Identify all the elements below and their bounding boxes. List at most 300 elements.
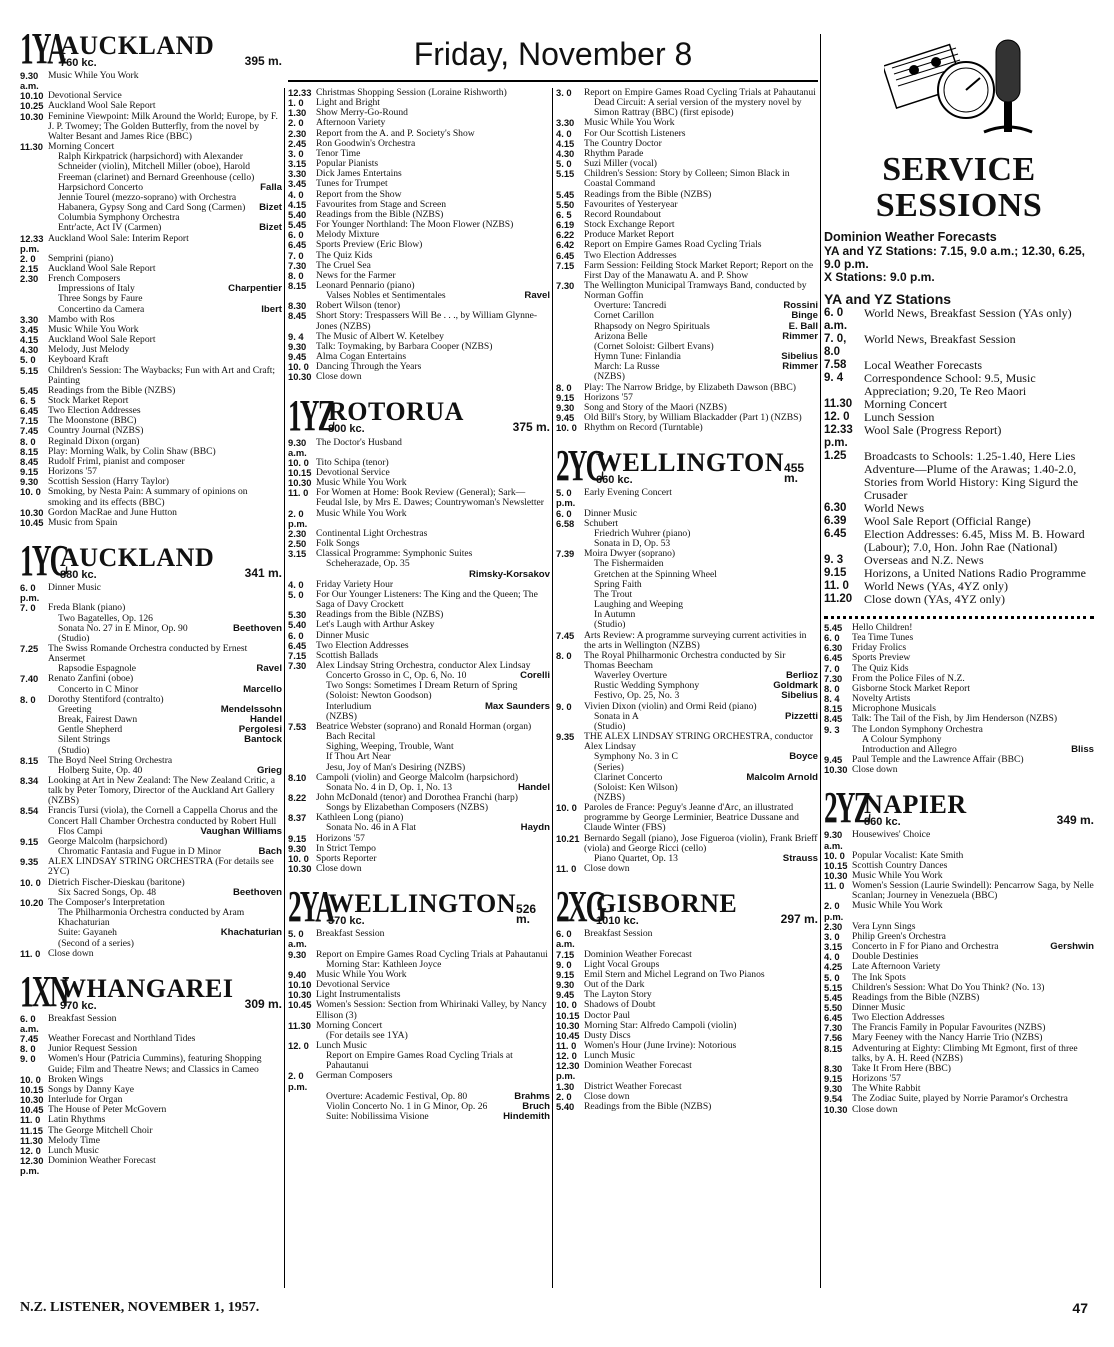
- programme-entry: [556, 732, 818, 752]
- programme-text: Valses Nobles et Sentimentales: [326, 290, 446, 302]
- programme-text: Two Bagatelles, Op. 126: [58, 612, 153, 624]
- programme-time: 9. 0: [556, 958, 572, 970]
- programme-entry: [556, 929, 818, 949]
- programme-text: If Thou Art Near: [326, 751, 391, 763]
- programme-time: [20, 223, 48, 233]
- programme-time: 11.30: [20, 141, 43, 153]
- programme-text: Music While You Work: [48, 323, 139, 335]
- programme-time: [288, 559, 316, 569]
- programme-title: [316, 1071, 550, 1091]
- programme-time: 12.30 p.m.: [20, 1155, 44, 1177]
- programme-time: 10.30: [824, 1103, 848, 1115]
- programme-time: 5. 0: [288, 588, 304, 600]
- programme-text: Readings from the Bible (NZBS): [48, 384, 176, 396]
- programme-text: Dick James Entertains: [316, 168, 402, 180]
- programme-title: [584, 1102, 818, 1112]
- programme-entry: [288, 590, 550, 610]
- programme-text: Talk: Toymaking, by Barbara Cooper (NZBS): [316, 340, 493, 352]
- programme-text: Sports Reporter: [316, 852, 377, 864]
- programme-entry: [824, 765, 1094, 775]
- programme-time: 5.45: [824, 991, 843, 1003]
- programme-text: Dinner Music: [852, 1002, 906, 1013]
- microphone-icon: [884, 34, 1034, 144]
- programme-text: Ron Goodwin's Orchestra: [316, 137, 416, 149]
- programme-text: (Soloist: Newton Goodson): [326, 690, 432, 702]
- programme-text: Emil Stern and Michel Legrand on Two Pianos: [584, 968, 765, 980]
- programme-text: Continental Light Orchestras: [316, 527, 428, 539]
- programme-text: Spring Faith: [594, 578, 642, 590]
- programme-entry: [824, 424, 1094, 450]
- programme-time: 9.30 a.m.: [288, 436, 307, 458]
- programme-time: [288, 1112, 316, 1122]
- programme-title: [584, 864, 818, 874]
- programme-text: Early Evening Concert: [584, 487, 672, 499]
- station-header-1yc: [20, 536, 282, 586]
- programme-time: 6. 0: [556, 507, 572, 519]
- programme-text: Lunch Music: [316, 1039, 367, 1051]
- programme-time: 10. 0: [556, 802, 577, 814]
- station-frequency: 760 kc.: [60, 56, 97, 69]
- programme-time: 9.15: [20, 466, 39, 478]
- programme-text: Gentle Shepherd: [58, 724, 123, 736]
- programme-text: Breakfast Session: [584, 928, 653, 940]
- programme-title: [48, 1014, 282, 1034]
- programme-title: [584, 488, 818, 508]
- composer-name: Gershwin: [1050, 941, 1094, 953]
- programme-time: 7.30: [288, 259, 307, 271]
- station-call-sign: 1XN: [20, 966, 68, 1016]
- programme-time: 3. 0: [824, 930, 840, 942]
- programme-text: Harpsichord Concerto: [58, 181, 143, 193]
- programme-title: [852, 901, 1094, 921]
- programme-text: Beatrice Webster (soprano) and Ronald Horman (organ): [316, 720, 532, 732]
- programme-time: 6. 0 a.m.: [20, 1012, 39, 1034]
- programme-entry: [20, 71, 282, 91]
- programme-time: 6.45: [824, 528, 847, 540]
- programme-text: Close down: [584, 863, 630, 875]
- programme-title: [316, 372, 550, 382]
- programme-text: Broadcasts to Schools: 1.25-1.40, Here Lies Adventure—Plume of the Arawas; 1.40-2.0, Stories from World History: King Sigurd the Crusader: [864, 449, 1079, 502]
- station-frequency: 570 kc.: [328, 915, 365, 928]
- programme-text: Alex Lindsay String Orchestra, conductor Alex Lindsay: [316, 659, 531, 671]
- programme-entry: [556, 423, 818, 433]
- programme-text: Correspondence School: 9.5, Music Appreciation; 9.20, Te Reo Maori: [864, 371, 1036, 398]
- programme-text: Friedrich Wuhrer (piano): [594, 527, 691, 539]
- programme-time: 5. 0 a.m.: [288, 928, 307, 950]
- programme-text: The Zodiac Suite, played by Norrie Paramor's Orchestra: [852, 1093, 1068, 1105]
- programme-time: 4.30: [20, 344, 39, 356]
- programme-text: Six Sacred Songs, Op. 48: [58, 886, 157, 898]
- programme-title: [864, 424, 1094, 450]
- programme-text: Concerto in F for Piano and Orchestra: [852, 941, 999, 953]
- programme-time: [556, 352, 584, 362]
- programme-time: 8.30: [824, 1062, 843, 1074]
- programme-time: [20, 614, 48, 624]
- programme-title: [48, 583, 282, 603]
- programme-entry: [20, 1156, 282, 1176]
- programme-time: 7.56: [824, 1032, 843, 1044]
- programme-time: 11.20: [824, 593, 853, 605]
- page-date-title: Friday, November 8: [288, 34, 818, 82]
- station-frequency: 860 kc.: [864, 816, 901, 829]
- station-wavelength: 395 m.: [244, 53, 282, 68]
- programme-text: Rhythm on Record (Turntable): [584, 422, 703, 434]
- programme-time: 10.30: [20, 1094, 44, 1106]
- programme-text: The Music of Albert W. Ketelbey: [316, 330, 444, 342]
- programme-time: 6.39: [824, 515, 847, 527]
- programme-text: Close down: [316, 371, 362, 383]
- programme-time: 9.30: [20, 476, 39, 488]
- programme-time: 5. 0: [824, 971, 840, 983]
- programme-time: 3. 0: [556, 87, 572, 98]
- programme-time: 9.30: [288, 948, 307, 960]
- programme-text: Dinner Music: [48, 582, 102, 594]
- programme-time: 9.45: [556, 412, 575, 423]
- programme-time: 6.45: [556, 249, 575, 261]
- programme-text: Record Roundabout: [584, 208, 662, 220]
- programme-text: Play: The Narrow Bridge, by Elizabeth Dawson (BBC): [584, 381, 796, 393]
- programme-time: 6. 0 p.m.: [20, 582, 40, 604]
- programme-time: [20, 928, 48, 938]
- programme-text: Festivo, Op. 25, No. 3: [594, 690, 680, 702]
- programme-time: 12. 0: [20, 1144, 41, 1156]
- programme-text: Song and Story of the Maori (NZBS): [584, 401, 727, 413]
- programme-time: 11. 0: [556, 863, 577, 875]
- programme-time: 7.58: [824, 359, 847, 371]
- programme-text: Dominion Weather Forecast: [584, 1060, 692, 1072]
- programme-text: Breakfast Session: [316, 928, 385, 940]
- programme-text: Readings from the Bible (NZBS): [584, 1100, 712, 1112]
- programme-entry: [556, 864, 818, 874]
- programme-title: [584, 651, 818, 671]
- programme-time: 6.19: [556, 219, 575, 231]
- programme-entry: [20, 487, 282, 507]
- station-call-sign: 1YA: [20, 24, 65, 73]
- programme-time: [20, 715, 48, 725]
- programme-time: 8.15: [824, 703, 843, 715]
- programme-text: Gretchen at the Spinning Wheel: [594, 568, 717, 580]
- programme-entry: [556, 261, 818, 281]
- programme-text: Horizons, a United Nations Radio Programme: [864, 566, 1086, 580]
- programme-text: March: La Russe: [594, 361, 660, 373]
- programme-time: [556, 600, 584, 610]
- programme-time: 7.45: [556, 629, 575, 641]
- programme-text: Clarinet Concerto: [594, 771, 663, 783]
- programme-text: The Fishermaiden: [594, 558, 664, 570]
- programme-text: (Studio): [594, 619, 626, 631]
- programme-text: Morning Star: Alfredo Campoli (violin): [584, 1019, 737, 1031]
- programme-text: Horizons '57: [852, 1073, 901, 1085]
- programme-text: Folk Songs: [316, 538, 360, 550]
- ya-yz-heading: YA and YZ Stations: [824, 291, 952, 307]
- programme-text: (For details see 1YA): [326, 1029, 408, 1041]
- programme-time: 10.45: [556, 1029, 580, 1041]
- programme-time: 8.45: [288, 310, 307, 322]
- column-rule: [820, 34, 821, 1288]
- programme-time: [556, 712, 584, 722]
- programme-entry: [288, 1000, 550, 1020]
- programme-text: Morning Concert: [48, 141, 115, 153]
- programme-title: [584, 98, 818, 118]
- programme-entry: [288, 1051, 550, 1071]
- programme-time: [288, 742, 316, 752]
- programme-text: Devotional Service: [48, 90, 122, 102]
- programme-text: Election Addresses: 6.45, Miss M. B. Howard (Labour); 7.0, Hon. John Rae (National): [864, 527, 1085, 554]
- composer-name: Handel: [518, 781, 550, 793]
- programme-entry: [556, 98, 818, 118]
- programme-title: [584, 169, 818, 189]
- programme-text: Cornet Carillon: [594, 310, 654, 322]
- programme-time: 7.15: [20, 415, 39, 427]
- programme-text: Sighing, Weeping, Trouble, Want: [326, 741, 454, 753]
- title-line-2: SESSIONS: [875, 187, 1043, 224]
- programme-time: [288, 702, 316, 712]
- programme-time: 11. 0: [556, 1039, 577, 1051]
- programme-text: Devotional Service: [316, 467, 390, 478]
- programme-time: [556, 783, 584, 793]
- programme-text: Music from Spain: [48, 516, 118, 528]
- programme-entry: [20, 112, 282, 142]
- station-city: AUCKLAND: [60, 542, 215, 572]
- station-city: WELLINGTON: [328, 889, 517, 919]
- programme-text: Campoli (violin) and George Malcolm (harpsichord): [316, 771, 519, 783]
- programme-entry: [20, 583, 282, 603]
- programme-time: 5.45: [556, 188, 575, 200]
- programme-time: 12.33: [288, 87, 312, 98]
- composer-name: Marcello: [243, 683, 282, 695]
- programme-entry: [20, 776, 282, 806]
- programme-entry: [288, 311, 550, 331]
- programme-text: Dinner Music: [316, 629, 370, 641]
- programme-text: (NZBS): [594, 792, 625, 803]
- title-line-1: SERVICE: [882, 151, 1036, 188]
- programme-title: [316, 590, 550, 610]
- programme-text: World News: [864, 501, 925, 515]
- programme-time: [288, 752, 316, 762]
- composer-name: Beethoven: [232, 886, 282, 898]
- programme-entry: [20, 949, 282, 959]
- programme-time: 10.30: [288, 863, 312, 875]
- programme-time: 10. 0: [20, 876, 41, 888]
- programme-text: Latin Rhythms: [48, 1114, 106, 1126]
- composer-name: Ibert: [261, 303, 282, 315]
- programme-text: Report on Empire Games Road Cycling Trials: [584, 239, 762, 251]
- programme-time: 11.30: [824, 398, 853, 410]
- programme-time: 5. 0: [20, 354, 36, 366]
- programme-time: 7. 0: [288, 249, 304, 261]
- programme-text: Tenor Time: [316, 147, 361, 159]
- station-call-sign: 2YZ: [824, 783, 870, 833]
- programme-text: Rhapsody on Negro Spirituals: [594, 320, 710, 332]
- programme-time: 3.30: [288, 168, 307, 180]
- programme-text: Freda Blank (piano): [48, 602, 126, 614]
- programme-time: 10.30: [556, 1019, 580, 1031]
- programme-entry: [288, 1071, 550, 1091]
- programme-text: Robert Wilson (tenor): [316, 300, 401, 312]
- programme-text: Broken Wings: [48, 1073, 104, 1085]
- programme-time: 5.15: [824, 981, 843, 993]
- programme-text: Dancing Through the Years: [316, 361, 422, 373]
- programme-time: [288, 691, 316, 701]
- programme-time: 4.25: [824, 961, 843, 973]
- station-city: WHANGAREI: [60, 973, 234, 1003]
- programme-entry: [824, 881, 1094, 901]
- programme-time: 8.45: [20, 455, 39, 467]
- programme-time: 6.45: [824, 1012, 843, 1024]
- programme-text: The Boyd Neel String Orchestra: [48, 754, 173, 766]
- programme-title: [864, 307, 1094, 333]
- programme-text: Report from the A. and P. Society's Show: [316, 127, 475, 139]
- programme-time: 8.45: [824, 713, 843, 725]
- station-wavelength: 526 m.: [516, 901, 537, 927]
- programme-entry: [20, 518, 282, 528]
- station-header-1yz: [288, 390, 550, 440]
- programme-time: 4.15: [20, 334, 39, 346]
- programme-time: 12.33 p.m.: [20, 232, 44, 254]
- programme-time: [20, 152, 48, 182]
- radio-microphone-illustration: [884, 34, 1034, 144]
- programme-time: [556, 322, 584, 332]
- programme-text: Dominion Weather Forecast: [584, 948, 692, 960]
- programme-text: Feminine Viewpoint: Milk Around the World; Europe, by F. J. P. Twomey; The Golden Butterfly, from the novel by Walter Besant and James Rice (BBC): [48, 110, 278, 142]
- programme-time: 2. 0 p.m.: [288, 1070, 308, 1092]
- programme-entry: [20, 857, 282, 877]
- programme-text: Sonata in D, Op. 53: [594, 538, 671, 550]
- programme-text: Breakfast Session: [48, 1012, 117, 1024]
- composer-name: Ravel: [524, 290, 550, 302]
- programme-title: [48, 806, 282, 826]
- programme-time: 3. 0: [288, 147, 304, 159]
- composer-name: Sibelius: [781, 351, 818, 363]
- programme-text: Flos Campi: [58, 825, 103, 837]
- programme-text: Greeting: [58, 703, 92, 715]
- programme-time: 10. 0: [20, 486, 41, 498]
- programme-title: [48, 71, 282, 91]
- programme-text: Two Songs: Sometimes I Dream Return of Spring: [326, 680, 518, 692]
- composer-name: Binge: [791, 310, 818, 322]
- programme-text: Friday Variety Hour: [316, 578, 394, 590]
- programme-text: Rhythm Parade: [584, 147, 644, 159]
- programme-text: (Series): [594, 761, 624, 773]
- programme-time: 10.15: [20, 1083, 44, 1095]
- programme-text: Women's Session: Section from Whirinaki Valley, by Nancy Ellison (3): [316, 999, 547, 1021]
- programme-time: 9.15: [288, 832, 307, 844]
- programme-time: [556, 301, 584, 311]
- programme-text: Talk: The Tail of the Fish, by Jim Henderson (NZBS): [852, 713, 1058, 725]
- programme-text: Sports Preview (Eric Blow): [316, 239, 423, 251]
- programme-entry: [824, 307, 1094, 333]
- programme-text: Readings from the Bible (NZBS): [316, 609, 444, 621]
- programme-time: [556, 620, 584, 630]
- programme-text: World News (YAs, 4YZ only): [864, 579, 1009, 593]
- programme-time: 9. 4: [288, 330, 304, 342]
- programme-time: 6.45: [824, 652, 843, 664]
- composer-name: Ravel: [256, 663, 282, 675]
- programme-text: (Cornet Soloist: Gilbert Evans): [594, 340, 714, 352]
- programme-title: [48, 234, 282, 254]
- wavy-divider: [824, 610, 1094, 619]
- programme-text: Dead Circuit: A serial version of the mystery novel by Simon Rattray (BBC) (first episode): [594, 97, 802, 119]
- programme-time: [20, 213, 48, 223]
- programme-text: The Layton Story: [584, 989, 652, 1001]
- programme-time: 12. 0: [288, 1039, 309, 1051]
- programme-text: Scheherazade, Op. 35: [326, 558, 410, 570]
- programme-entry: [824, 333, 1094, 359]
- programme-text: Short Story: Trespassers Will Be . . ., by William Glynne-Jones (NZBS): [316, 310, 538, 332]
- programme-time: 6.42: [556, 239, 575, 251]
- programme-text: Silent Strings: [58, 734, 110, 746]
- composer-name: Rossini: [783, 300, 818, 312]
- programme-time: 9.15: [556, 391, 575, 403]
- station-call-sign: 2YA: [288, 882, 333, 932]
- composer-name: Bizet: [259, 202, 282, 214]
- programme-text: Dinner Music: [584, 507, 638, 519]
- programme-list: [288, 438, 550, 875]
- programme-time: 10.45: [20, 516, 44, 528]
- programme-time: [288, 732, 316, 742]
- programme-text: The George Mitchell Choir: [48, 1124, 153, 1136]
- programme-time: 8.30: [288, 300, 307, 312]
- composer-name: Bruch: [522, 1100, 550, 1112]
- programme-title: [316, 438, 550, 458]
- programme-title: [316, 311, 550, 331]
- composer-name: Malcolm Arnold: [746, 771, 818, 783]
- programme-time: 2.30: [288, 527, 307, 539]
- programme-time: 8. 0: [20, 1043, 36, 1055]
- programme-time: 7.45: [20, 1033, 39, 1045]
- programme-text: Readings from the Bible (NZBS): [584, 188, 712, 200]
- programme-time: 4. 0: [824, 951, 840, 963]
- programme-time: 7.30: [556, 279, 575, 291]
- programme-text: Scottish Ballads: [316, 649, 379, 661]
- programme-text: The Quiz Kids: [852, 662, 909, 674]
- programme-time: 2.30: [20, 273, 39, 285]
- programme-text: Lunch Music: [48, 1144, 99, 1156]
- station-wavelength: 297 m.: [780, 912, 818, 927]
- programme-time: 11. 0: [824, 580, 849, 592]
- programme-time: [20, 735, 48, 745]
- programme-time: 9.35: [556, 731, 575, 743]
- programme-time: 12. 0: [824, 411, 850, 423]
- programme-time: [824, 735, 852, 745]
- programme-time: 10.30: [288, 371, 312, 383]
- programme-list: [20, 71, 282, 528]
- programme-text: (NZBS): [326, 710, 357, 722]
- programme-time: 8. 0: [556, 381, 572, 393]
- programme-text: Hymn Tune: Finlandia: [594, 351, 681, 363]
- programme-time: 2.30: [288, 127, 307, 139]
- station-frequency: 800 kc.: [328, 423, 365, 436]
- composer-name: Bizet: [259, 222, 282, 234]
- programme-time: 11.30: [20, 1134, 43, 1146]
- programme-text: Close down: [852, 764, 898, 776]
- programme-text: In Autumn: [594, 609, 636, 621]
- column-rule: [284, 88, 285, 1288]
- programme-text: Produce Market Report: [584, 229, 675, 241]
- programme-title: [48, 152, 282, 182]
- programme-text: District Weather Forecast: [584, 1080, 682, 1092]
- programme-list: [20, 583, 282, 959]
- programme-text: Horizons '57: [584, 391, 633, 403]
- programme-entry: [20, 806, 282, 826]
- weather-forecasts-heading: Dominion Weather Forecasts: [824, 230, 997, 244]
- programme-entry: [824, 1044, 1094, 1064]
- programme-text: Violin Concerto No. 1 in G Minor, Op. 26: [326, 1100, 488, 1112]
- programme-text: Morning Concert: [316, 1019, 383, 1031]
- programme-text: The Cruel Sea: [316, 259, 371, 271]
- programme-text: Stock Market Report: [48, 395, 129, 406]
- programme-list: [824, 623, 1094, 775]
